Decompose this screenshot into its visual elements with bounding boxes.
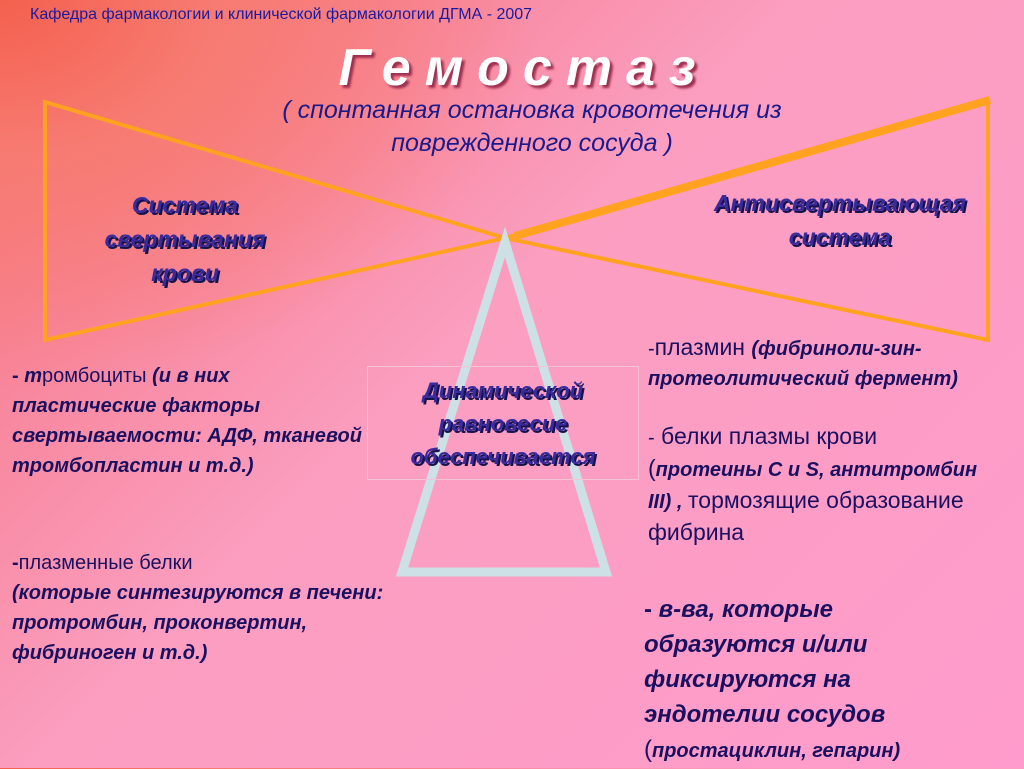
platelets-detail: (и в них пластические факторы свертываемости: АДФ, тканевой тромбопластин и т.д.): [12, 365, 362, 477]
dynamic-balance-label: [367, 374, 639, 473]
coagulation-label-line3: крови: [151, 260, 219, 286]
platelets-dash: -: [12, 365, 25, 387]
coagulation-label-line1: Система: [131, 192, 239, 218]
platelets-item: [12, 361, 372, 481]
slide-subtitle: ( спонтанная остановка кровотечения из поврежденного сосуда ): [282, 96, 782, 157]
plasmin-main: плазмин: [654, 334, 752, 360]
blood-plasma-dash: -: [648, 427, 655, 449]
platelets-main: ромбоциты: [42, 365, 153, 387]
plasma-proteins-detail: (которые синтезируются в печени: протромбин, проконвертин, фибриноген и т.д.): [12, 582, 384, 664]
center-label-line1: Динамической: [422, 378, 584, 403]
header-text: Кафедра фармакологии и клинической фармакологии ДГМА - 2007: [30, 6, 533, 23]
blood-plasma-tail: тормозящие образование фибрина: [648, 487, 964, 545]
blood-plasma-paren: (: [648, 455, 656, 481]
plasmin-item: [648, 332, 978, 394]
blood-plasma-main: белки плазмы крови: [654, 423, 878, 449]
platelets-lead: т: [24, 365, 43, 387]
anticoagulation-system-label: [680, 186, 1000, 254]
endothelial-paren: (: [644, 736, 652, 763]
anticoagulation-label-line1: Антисвертывающая: [713, 190, 967, 216]
center-label-line2: равновесие: [438, 411, 568, 436]
endothelial-substances-item: [644, 592, 974, 769]
slide-title: Гемостаз: [338, 39, 710, 97]
endothelial-detail: простациклин, гепарин): [652, 740, 901, 762]
coagulation-system-label: [55, 188, 315, 290]
plasmin-detail: (фибриноли-зин- протеолитический фермент): [648, 338, 958, 390]
plasma-proteins-dash: -: [12, 552, 19, 574]
endothelial-main: в-ва, которые образуются и/или фиксируются на эндотелии сосудов: [644, 596, 886, 728]
plasma-proteins-item: [12, 548, 392, 668]
blood-plasma-proteins-item: [648, 421, 993, 549]
blood-plasma-detail: протеины С и S, антитромбин III) ,: [648, 459, 978, 513]
center-label-line3: обеспечивается: [410, 444, 596, 469]
plasmin-dash: -: [648, 338, 655, 360]
endothelial-dash: -: [644, 596, 652, 623]
anticoagulation-label-line2: система: [788, 224, 892, 250]
plasma-proteins-main: плазменные белки: [18, 552, 193, 574]
coagulation-label-line2: свертывания: [104, 226, 266, 252]
